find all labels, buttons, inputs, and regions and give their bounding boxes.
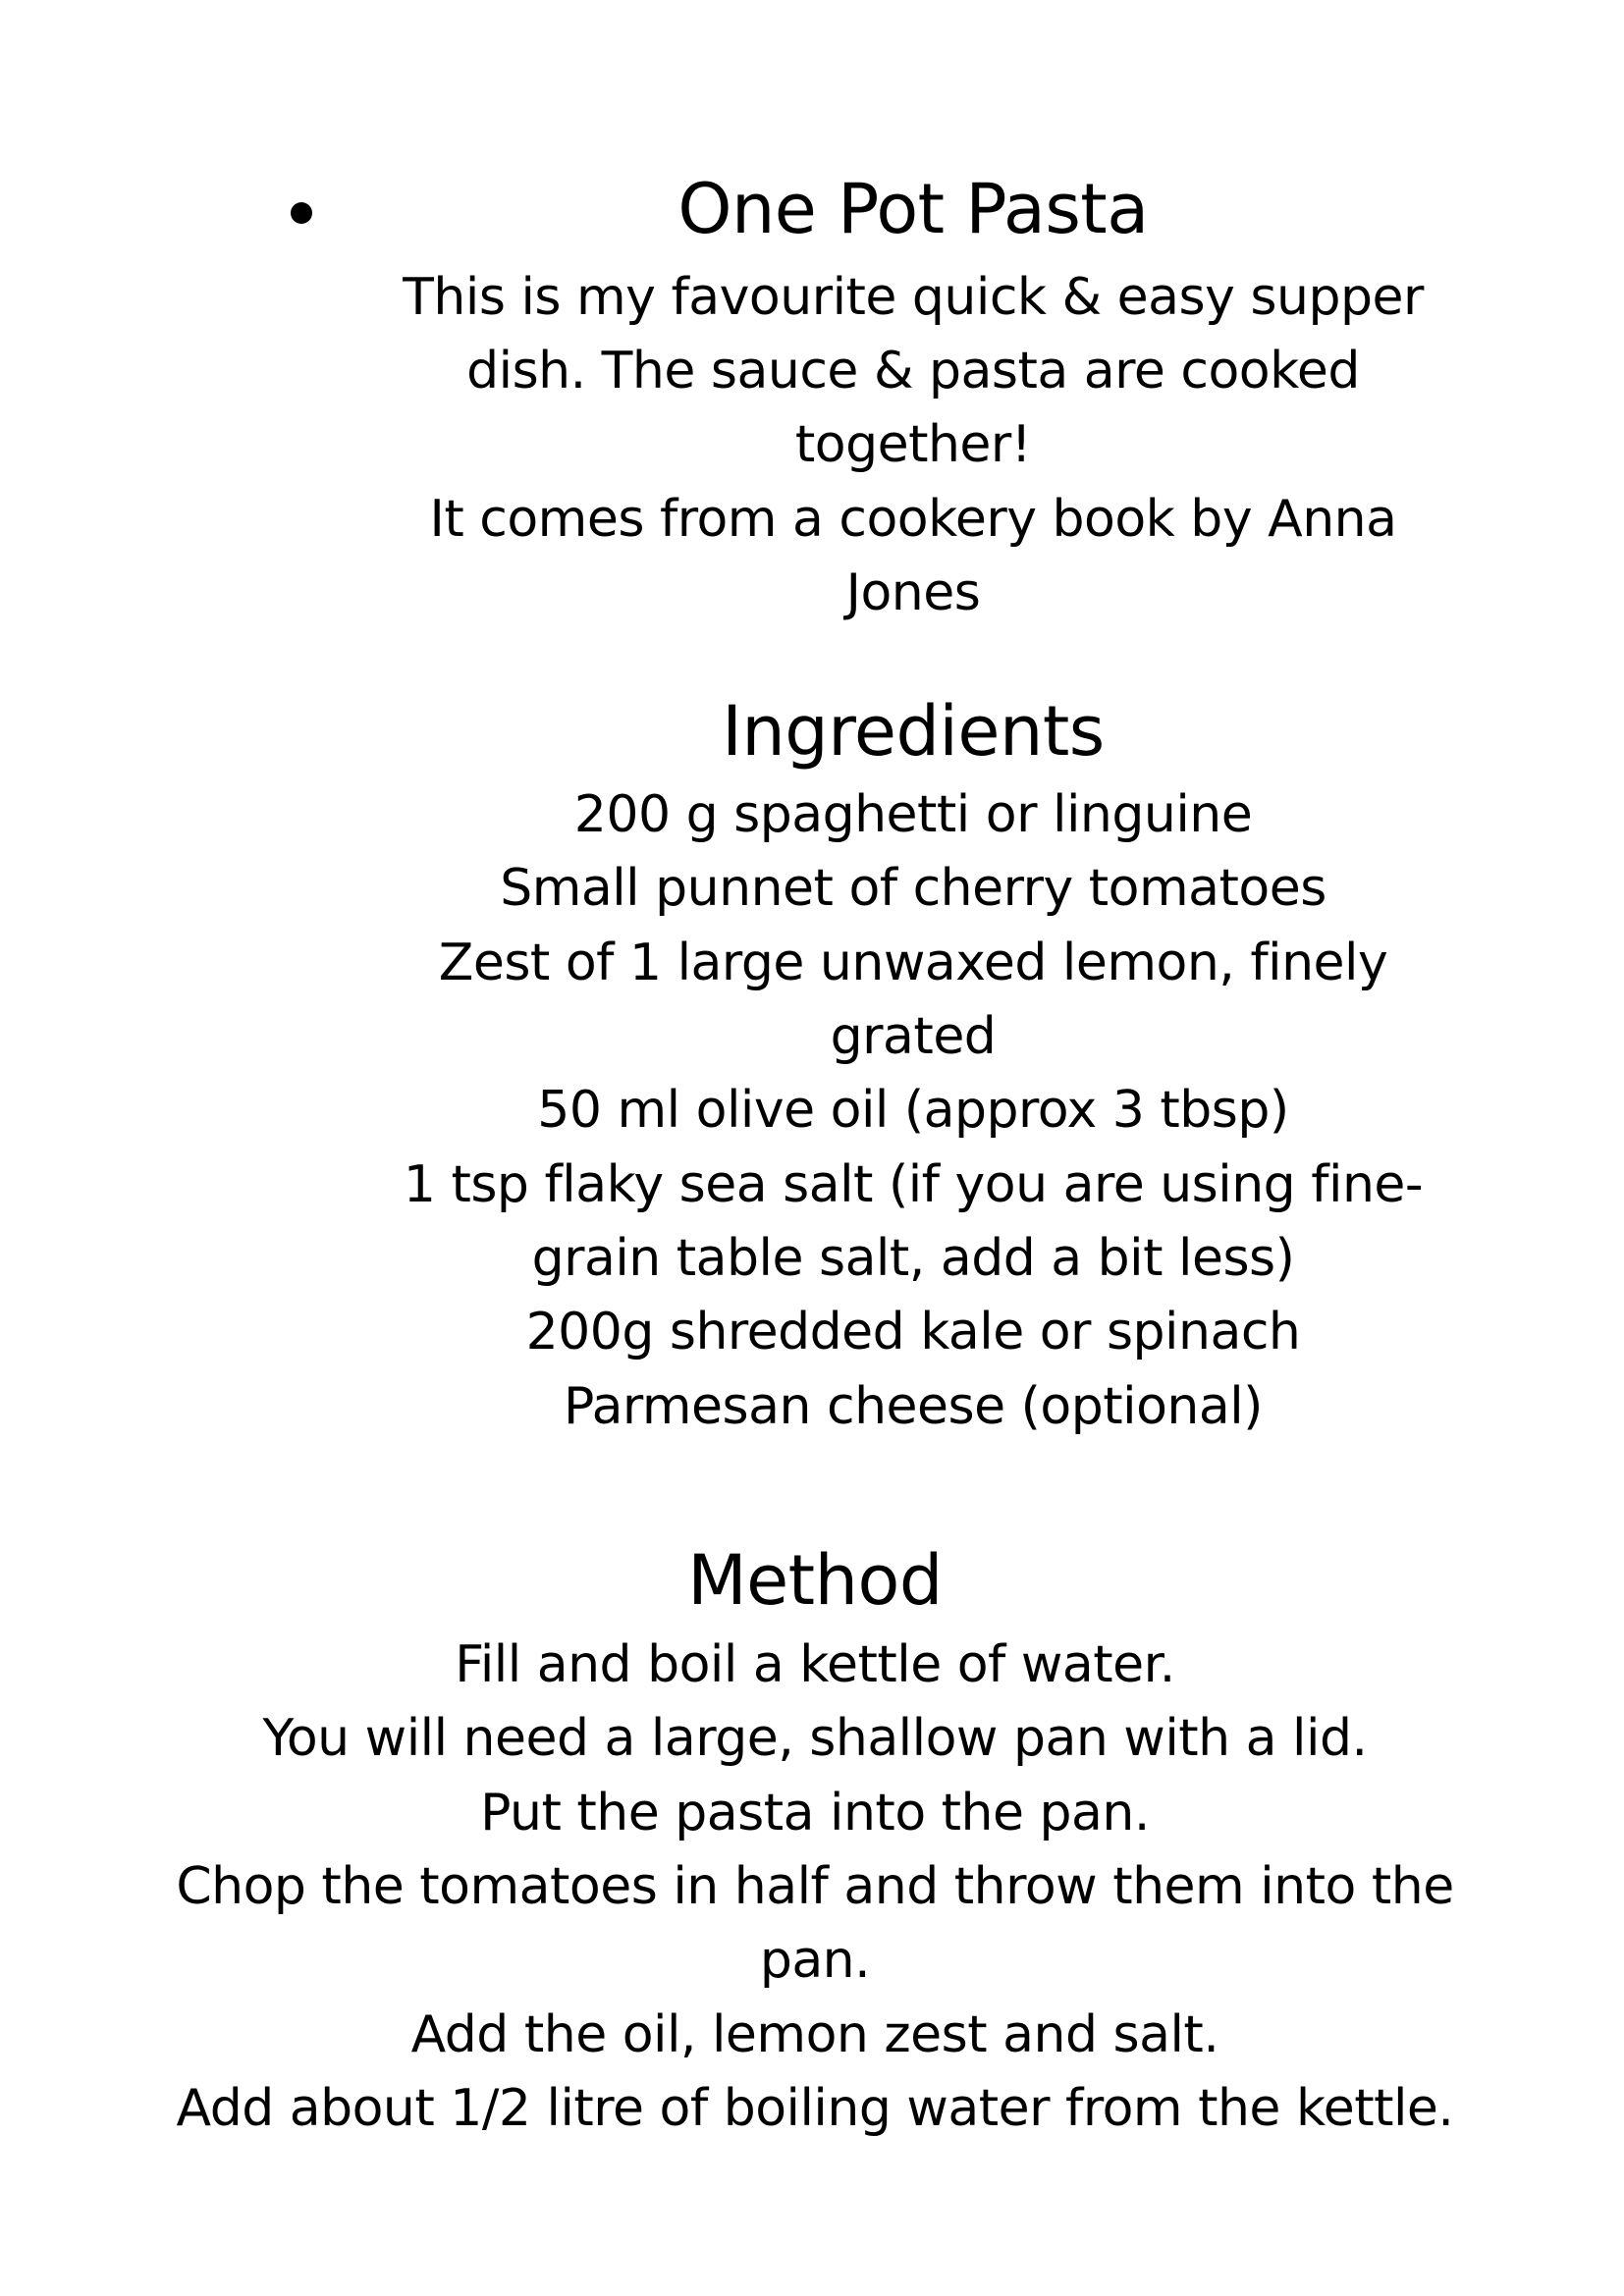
ingredient-item: Zest of 1 large unwaxed lemon, finely xyxy=(438,934,1388,992)
ingredient-item: Small punnet of cherry tomatoes xyxy=(500,859,1326,918)
intro-line: Jones xyxy=(845,563,981,622)
ingredient-item: grated xyxy=(830,1007,997,1066)
method-step: You will need a large, shallow pan with a lid. xyxy=(262,1709,1368,1768)
list-bullet xyxy=(291,202,312,224)
ingredient-item: Parmesan cheese (optional) xyxy=(564,1377,1263,1436)
method-step: pan. xyxy=(759,1931,871,1990)
recipe-title: One Pot Pasta xyxy=(677,169,1149,249)
intro-line: dish. The sauce & pasta are cooked xyxy=(466,342,1360,400)
ingredient-item: 200 g spaghetti or linguine xyxy=(573,785,1253,844)
method-heading: Method xyxy=(687,1540,943,1621)
intro-line: This is my favourite quick & easy supper xyxy=(403,268,1424,327)
method-step: Add about 1/2 litre of boiling water from the kettle. xyxy=(176,2079,1454,2138)
ingredient-item: grain table salt, add a bit less) xyxy=(531,1229,1295,1288)
method-step: Chop the tomatoes in half and throw them into the xyxy=(176,1857,1454,1916)
ingredients-heading: Ingredients xyxy=(722,691,1105,772)
method-step: Put the pasta into the pan. xyxy=(480,1784,1150,1842)
ingredient-item: 200g shredded kale or spinach xyxy=(525,1303,1301,1362)
ingredient-item: 1 tsp flaky sea salt (if you are using fine- xyxy=(403,1155,1424,1214)
intro-line: It comes from a cookery book by Anna xyxy=(429,490,1397,549)
ingredient-item: 50 ml olive oil (approx 3 tbsp) xyxy=(537,1081,1289,1140)
intro-line: together! xyxy=(794,415,1032,474)
method-step: Fill and boil a kettle of water. xyxy=(455,1635,1175,1694)
method-step: Add the oil, lemon zest and salt. xyxy=(410,2005,1219,2064)
